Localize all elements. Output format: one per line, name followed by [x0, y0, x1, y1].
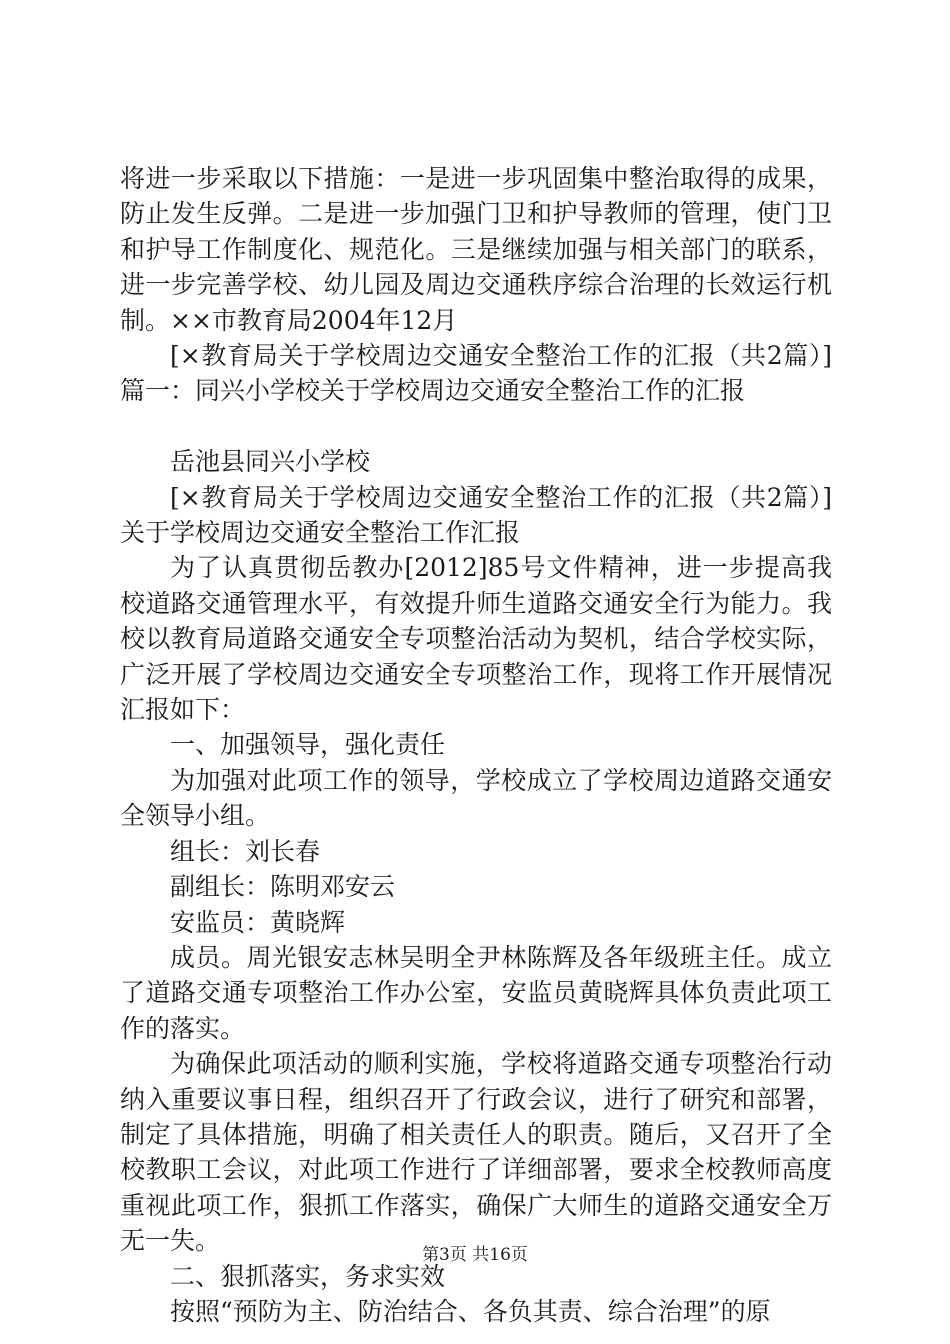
paragraph: 安监员：黄晓辉 — [170, 907, 346, 937]
document-body — [120, 161, 832, 1329]
paragraph: 将进一步采取以下措施：一是进一步巩固集中整治取得的成果，防止发生反弹。二是进一步加强门卫和护导教师的管理，使门卫和护导工作制度化、规范化。三是继续加强与相关部门的联系，进一步完善学校、幼儿园及周边交通秩序综合治理的长效运行机制。××市教育局2004年12月 — [120, 164, 832, 335]
paragraph: 为确保此项活动的顺利实施，学校将道路交通专项整治行动纳入重要议事日程，组织召开了行政会议，进行了研究和部署，制定了具体措施，明确了相关责任人的职责。随后，又召开了全校教职工会议，对此项工作进行了详细部署，要求全校教师高度重视此项工作，狠抓工作落实，确保广大师生的道路交通安全万无一失。 — [120, 1049, 832, 1256]
section-heading: 一、加强领导，强化责任 — [170, 730, 446, 760]
paragraph: [×教育局关于学校周边交通安全整治工作的汇报（共2篇）]篇一：同兴小学校关于学校周边交通安全整治工作的汇报 — [120, 341, 832, 406]
paragraph: 组长：刘长春 — [170, 836, 321, 866]
paragraph: 为了认真贯彻岳教办[2012]85号文件精神，进一步提高我校道路交通管理水平，有效提升师生道路交通安全行为能力。我校以教育局道路交通安全专项整治活动为契机，结合学校实际，广泛开展了学校周边交通安全专项整治工作，现将工作开展情况汇报如下： — [120, 553, 832, 725]
paragraph: 按照“预防为主、防治结合、各负其责、综合治理”的原 — [170, 1296, 771, 1326]
paragraph: [×教育局关于学校周边交通安全整治工作的汇报（共2篇）]关于学校周边交通安全整治工作汇报 — [120, 482, 832, 548]
page-number: 第3页 共16页 — [422, 1245, 528, 1265]
paragraph: 成员。周光银安志林吴明全尹林陈辉及各年级班主任。成立了道路交通专项整治工作办公室，安监员黄晓辉具体负责此项工作的落实。 — [120, 942, 832, 1043]
paragraph: 副组长：陈明邓安云 — [170, 872, 396, 902]
paragraph: 岳池县同兴小学校 — [170, 447, 371, 477]
paragraph: 为加强对此项工作的领导，学校成立了学校周边道路交通安全领导小组。 — [120, 765, 832, 831]
section-heading: 二、狠抓落实，务求实效 — [170, 1261, 446, 1291]
